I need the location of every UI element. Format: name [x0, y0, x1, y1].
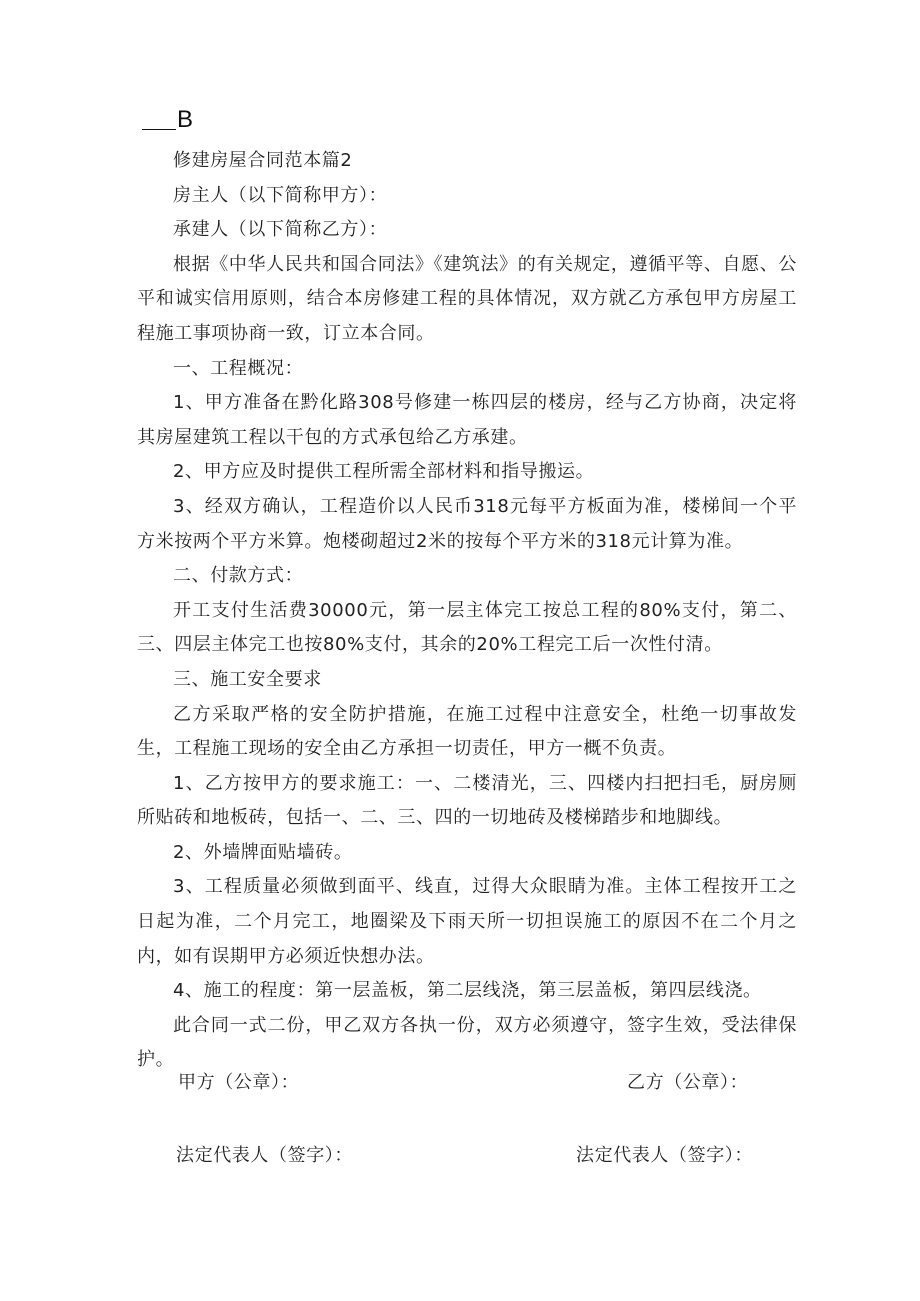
- party-a-line: 房主人（以下简称甲方）：: [173, 184, 388, 206]
- party-a-seal-label: 甲方（公章）：: [178, 1072, 300, 1093]
- section1-heading: 一、工程概况：: [173, 357, 304, 379]
- section3-heading: 三、施工安全要求: [173, 668, 322, 690]
- section2-heading: 二、付款方式：: [173, 565, 304, 587]
- contract-body: [137, 144, 797, 1078]
- section1-item1: 1、甲方准备在黔化路308号修建一栋四层的楼房，经与乙方协商，决定将其房屋建筑工程以干包的方式承包给乙方承建。: [137, 392, 797, 448]
- section3-item2: 2、外墙牌面贴墙砖。: [173, 841, 353, 863]
- party-a-rep-label: 法定代表人（签字）：: [176, 1145, 353, 1166]
- preamble-paragraph: 根据《中华人民共和国合同法》《建筑法》的有关规定，遵循平等、自愿、公平和诚实信用原则，结合本房修建工程的具体情况，双方就乙方承包甲方房屋工程施工事项协商一致，订立本合同。: [137, 253, 797, 344]
- closing-paragraph: 此合同一式二份，甲乙双方各执一份，双方必须遵守，签字生效，受法律保护。: [137, 1014, 797, 1071]
- header-mark: [142, 104, 193, 134]
- section2-body: 开工支付生活费30000元，第一层主体完工按总工程的80%支付，第二、三、四层主体完工也按80%支付，其余的20%工程完工后一次性付清。: [137, 599, 797, 656]
- section3-item4: 4、施工的程度：第一层盖板，第二层线浇，第三层盖板，第四层线浇。: [173, 980, 762, 1002]
- section3-body: 乙方采取严格的安全防护措施，在施工过程中注意安全，杜绝一切事故发生，工程施工现场的安全由乙方承担一切责任，甲方一概不负责。: [137, 703, 797, 760]
- section1-item3: 3、经双方确认，工程造价以人民币318元每平方板面为准，楼梯间一个平方米按两个平方米算。炮楼砌超过2米的按每个平方米的318元计算为准。: [137, 495, 797, 552]
- document-title: 修建房屋合同范本篇2: [173, 150, 353, 171]
- section3-item3: 3、工程质量必须做到面平、线直，过得大众眼睛为准。主体工程按开工之日起为准，二个月完工，地圈梁及下雨天所一切担误施工的原因不在二个月之内，如有误期甲方必须近快想办法。: [137, 876, 797, 967]
- underline-blank: [142, 129, 176, 130]
- party-b-line: 承建人（以下简称乙方）：: [173, 219, 388, 241]
- party-b-seal-label: 乙方（公章）：: [627, 1072, 749, 1093]
- header-mark-letter: B: [177, 106, 194, 133]
- party-b-rep-label: 法定代表人（签字）：: [576, 1145, 753, 1166]
- section3-item1: 1、乙方按甲方的要求施工：一、二楼清光，三、四楼内扫把扫毛，厨房厕所贴砖和地板砖，包括一、二、三、四的一切地砖及楼梯踏步和地脚线。: [137, 772, 797, 829]
- section1-item2: 2、甲方应及时提供工程所需全部材料和指导搬运。: [173, 461, 595, 483]
